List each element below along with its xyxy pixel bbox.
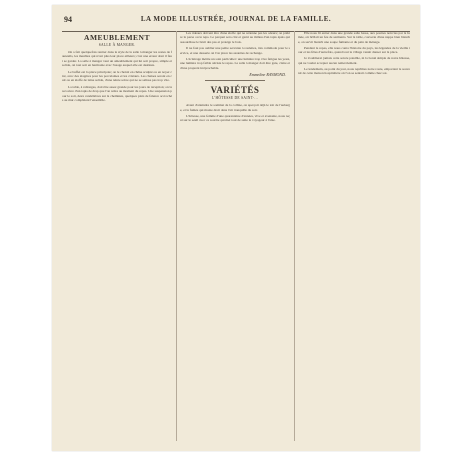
- column-3: [298, 31, 410, 445]
- section-subtitle: L'HÔTESSE DE SAINT-...: [212, 96, 258, 101]
- author-signature: Emmeline RAYMOND.: [249, 72, 286, 78]
- column-separator: [176, 31, 177, 441]
- paragraph: Je n'oublierai jamais cette soirée paisible, ni la bonté simple de notre hôtesse, qui ne voulut accepter aucun remerciement.: [298, 56, 410, 65]
- paragraph: Le buffet est la pièce principale; on le choisit en chêne sculpté ou en noyer ciré, avec des étagères pour les porcelaines et les cristaux. Les chaises seront en cuir ou en étoffe de laine solide, d'une teinte sobre qui ne se salisse pas trop vite.: [62, 69, 172, 83]
- newspaper-page: [52, 5, 420, 451]
- paragraph: Pendant le repas, elle nous conta l'histoire du pays, les légendes de la vieille tour et les fêtes d'autrefois, quand tout le village venait danser sur la place.: [298, 45, 410, 55]
- paragraph: Avant d'atteindre le sommet de la colline, on aperçoit déjà le toit de l'auberge, et la fumée qui monte droit dans l'air tranquille du soir.: [180, 103, 290, 112]
- ornament-rule: [205, 80, 265, 81]
- paragraph: Il ne faut pas oublier une petite servante à roulettes, très commode pour le service, et une desserte où l'on place les assiettes de rechange.: [180, 46, 290, 55]
- page-number: 94: [64, 15, 72, 24]
- paragraph: Les rideaux doivent être d'une étoffe qui ne retienne pas les odeurs; on préfère la perse ou le reps. Le parquet sera ciré et garni au milieu d'un tapis épais qui assourdisse le bruit des pas et protège le bois.: [180, 31, 290, 44]
- paragraph: L'éclairage mérite un soin particulier: une lumière trop vive fatigue les yeux, une lumière trop faible attriste le repas. La salle à manger doit être gaie, claire et d'une propreté irréprochable.: [180, 57, 290, 70]
- section-title-varietes: VARIÉTÉS: [210, 85, 260, 96]
- paragraph: Le lendemain, au point du jour, nous reprîmes notre route, emportant le souvenir de cette maison hospitalière où l'on se sentait comme chez soi.: [298, 67, 410, 76]
- paragraph: Elle nous fit entrer dans une grande salle basse, aux poutres noircies par la fumée, où brillait un feu de sarments. Sur la table, couverte d'une nappe bien blanche, on servit bientôt une soupe fumante et du pain de ménage.: [298, 31, 410, 44]
- section-title-ameublement: AMEUBLEMENT: [84, 33, 150, 42]
- paragraph: La table, à rallonges, doit être assez grande pour les jours de réception; on la recouvre d'un tapis de drap que l'on retire au moment du repas. Une suspension pour le soir, deux candélabres sur la cheminée, quelques plats de faïence accrochés au mur complètent l'ensemble.: [62, 84, 172, 103]
- column-separator: [294, 31, 295, 441]
- paragraph: L'hôtesse, une femme d'une quarantaine d'années, vive et avenante, nous reçut sur le seuil avec ce sourire qui met tout de suite le voyageur à l'aise.: [180, 114, 290, 123]
- running-title: LA MODE ILLUSTRÉE, JOURNAL DE LA FAMILLE.: [140, 15, 332, 23]
- page-header: [52, 13, 420, 27]
- column-2: [180, 31, 290, 445]
- column-1: [62, 31, 172, 445]
- section-subtitle: SALLE À MANGER.: [98, 43, 136, 47]
- paragraph: On a fait quelquefois rentrer dans le style de la salle à manger les restes de fauteuils, les meubles qui n'ont plus leur place ailleurs; c'est une erreur dont il faut se garder. La salle à manger veut un ameublement qui lui soit propre, simple et solide, où tout soit en harmonie avec l'usage auquel elle est destinée.: [62, 50, 172, 68]
